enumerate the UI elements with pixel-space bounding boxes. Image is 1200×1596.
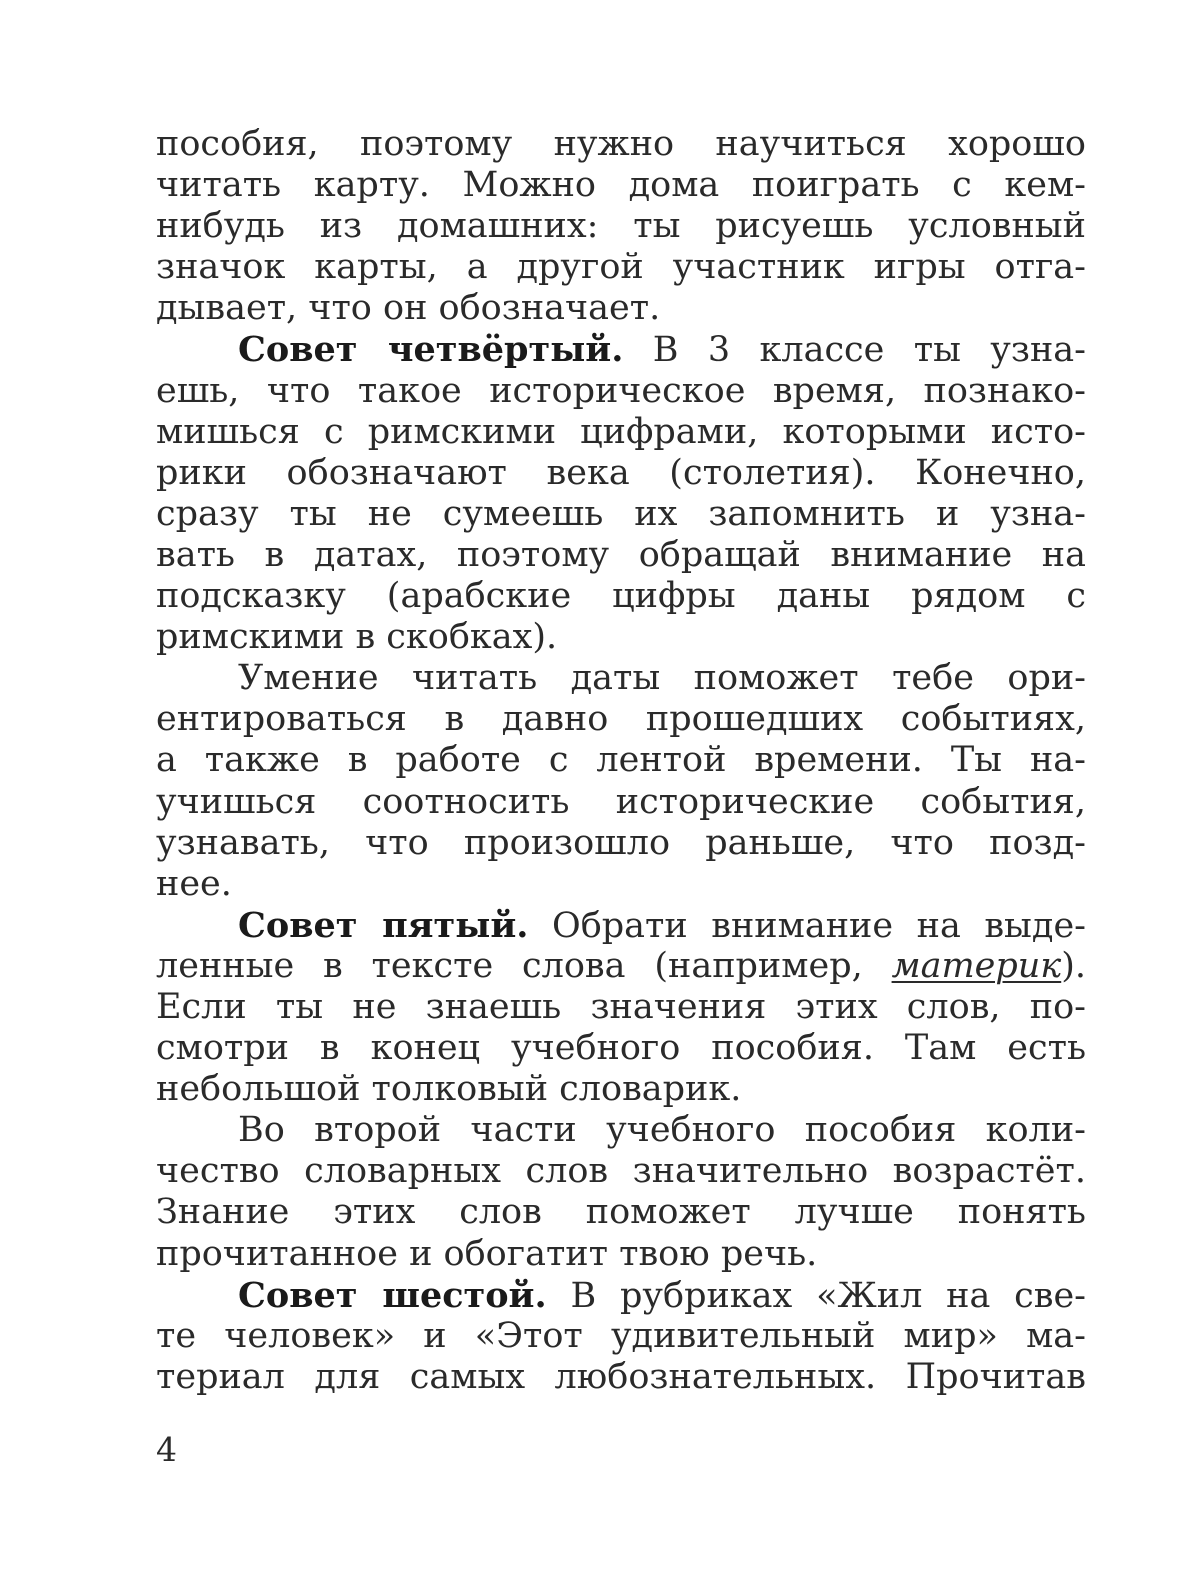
text-line: учишься соотносить исторические события, <box>156 781 1086 822</box>
glossary-term: материк <box>891 945 1062 986</box>
text-line: прочитанное и обогатит твою речь. <box>156 1233 818 1274</box>
text-line: нибудь из домашних: ты рисуешь условный <box>156 206 1086 247</box>
text-line: подсказку (арабские цифры даны рядом с <box>156 576 1086 617</box>
text-line: узнавать, что произошло раньше, что позд- <box>156 822 1086 863</box>
text-line: териал для самых любознательных. Прочитав <box>156 1356 1086 1397</box>
body-text <box>156 124 1086 1398</box>
text-line <box>156 946 1086 987</box>
text-line: Если ты не знаешь значения этих слов, по- <box>156 986 1086 1027</box>
text-line: Знание этих слов поможет лучше понять <box>156 1192 1086 1233</box>
text-span: В рубриках «Жил на све- <box>546 1275 1086 1316</box>
text-line: дывает, что он обозначает. <box>156 288 661 329</box>
text-line: вать в датах, поэтому обращай внимание на <box>156 534 1086 575</box>
text-span: ). <box>1061 945 1086 986</box>
text-line: рики обозначают века (столетия). Конечно, <box>156 452 1086 493</box>
advice-heading-fifth: Совет пятый. <box>238 904 529 946</box>
text-span: Обрати внимание на выде- <box>528 905 1086 946</box>
text-line: нее. <box>156 863 232 904</box>
text-line <box>156 905 1086 946</box>
text-line: Умение читать даты поможет тебе ори- <box>238 658 1086 699</box>
advice-heading-sixth: Совет шестой. <box>238 1274 547 1316</box>
text-span: В 3 классе ты узна- <box>623 330 1086 371</box>
text-line: небольшой толковый словарик. <box>156 1069 742 1110</box>
text-line <box>156 1275 1086 1316</box>
advice-heading-fourth: Совет четвёртый. <box>238 329 624 371</box>
text-line: ентироваться в давно прошедших событиях, <box>156 699 1086 740</box>
text-line: смотри в конец учебного пособия. Там есть <box>156 1028 1086 1069</box>
text-line: ешь, что такое историческое время, познако- <box>156 370 1086 411</box>
text-line: мишься с римскими цифрами, которыми исто- <box>156 411 1086 452</box>
text-line: те человек» и «Этот удивительный мир» ма- <box>156 1315 1086 1356</box>
text-line: римскими в скобках). <box>156 617 558 658</box>
text-span: ленные в тексте слова (например, <box>156 945 892 986</box>
text-line: а также в работе с лентой времени. Ты на- <box>156 740 1086 781</box>
text-line: читать карту. Можно дома поиграть с кем- <box>156 165 1086 206</box>
page-number: 4 <box>156 1430 177 1469</box>
text-line: значок карты, а другой участник игры отга- <box>156 247 1086 288</box>
text-line: чество словарных слов значительно возрастёт. <box>156 1151 1086 1192</box>
text-line: пособия, поэтому нужно научиться хорошо <box>156 124 1086 164</box>
text-line <box>156 329 1086 370</box>
text-line: Во второй части учебного пособия коли- <box>238 1110 1086 1151</box>
text-line: сразу ты не сумеешь их запомнить и узна- <box>156 493 1086 534</box>
